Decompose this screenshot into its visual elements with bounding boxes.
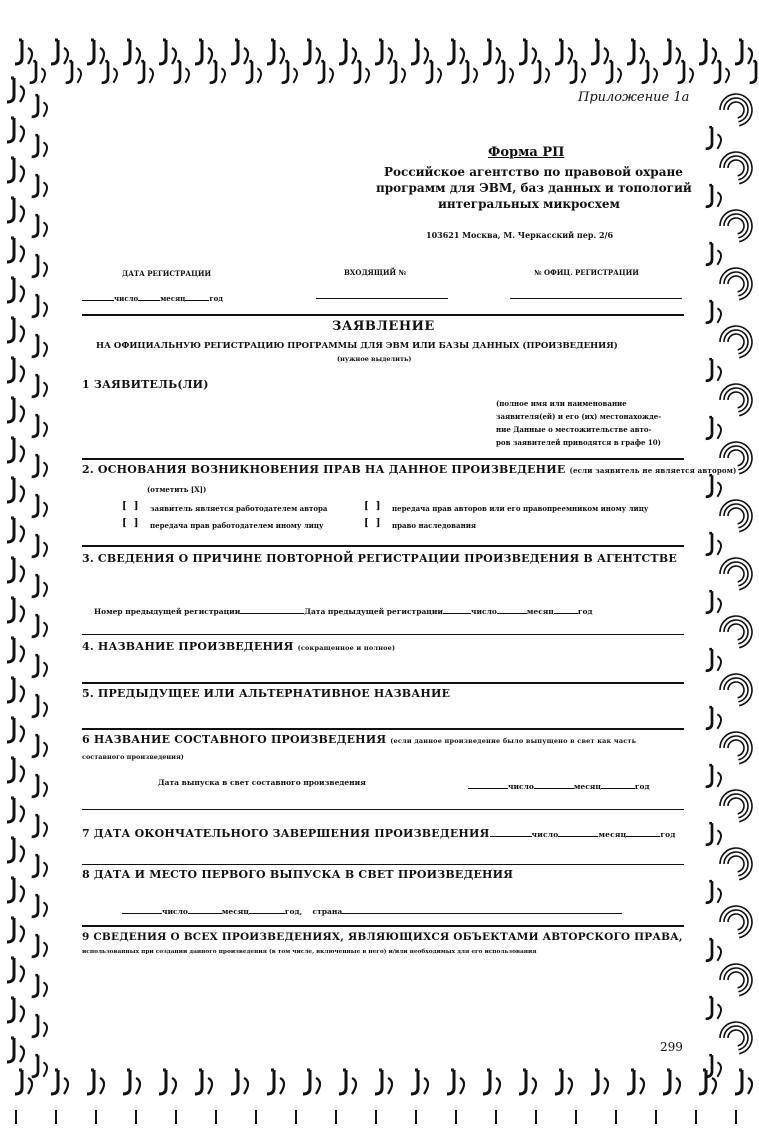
divider bbox=[82, 634, 684, 635]
section-4-title: 4. НАЗВАНИЕ ПРОИЗВЕДЕНИЯ (сокращенное и полное) bbox=[82, 640, 396, 653]
checkbox-inheritance[interactable]: [ ] bbox=[364, 518, 381, 529]
divider bbox=[82, 458, 684, 460]
form-subtitle-note: (нужное выделить) bbox=[337, 355, 412, 363]
option-inheritance: право наследования bbox=[392, 521, 477, 530]
form-code: Форма РП bbox=[488, 145, 565, 160]
appendix-label: Приложение 1а bbox=[578, 90, 690, 105]
section-7-title: 7 ДАТА ОКОНЧАТЕЛЬНОГО ЗАВЕРШЕНИЯ ПРОИЗВЕДЕНИЯ число месяц год bbox=[82, 827, 676, 840]
checkbox-employer-transfer[interactable]: [ ] bbox=[122, 518, 139, 529]
section-6-title: 6 НАЗВАНИЕ СОСТАВНОГО ПРОИЗВЕДЕНИЯ (если данное произведение было выпущено в свет как часть bbox=[82, 733, 637, 746]
agency-line-2: программ для ЭВМ, баз данных и топологий bbox=[376, 181, 692, 195]
section-2-title: 2. ОСНОВАНИЯ ВОЗНИКНОВЕНИЯ ПРАВ НА ДАННОЕ ПРОИЗВЕДЕНИЕ (если заявитель не является автором) bbox=[82, 463, 737, 476]
official-number-field[interactable] bbox=[510, 290, 682, 299]
option-employer-transfer: передача прав работодателем иному лицу bbox=[150, 521, 324, 530]
section-8-title: 8 ДАТА И МЕСТО ПЕРВОГО ВЫПУСКА В СВЕТ ПРОИЗВЕДЕНИЯ bbox=[82, 868, 514, 881]
checkbox-author-transfer[interactable]: [ ] bbox=[364, 501, 381, 512]
official-registration-label: № ОФИЦ. РЕГИСТРАЦИИ bbox=[534, 268, 639, 277]
divider bbox=[82, 682, 684, 684]
section-2-title-note: (если заявитель не является автором) bbox=[569, 466, 737, 475]
agency-address: 103621 Москва, М. Черкасский пер. 2/6 bbox=[426, 230, 614, 240]
form-subtitle: НА ОФИЦИАЛЬНУЮ РЕГИСТРАЦИЮ ПРОГРАММЫ ДЛЯ ЭВМ ИЛИ БАЗЫ ДАННЫХ (ПРОИЗВЕДЕНИЯ) bbox=[96, 341, 618, 351]
section-1-note-4: ров заявителей приводятся в графе 10) bbox=[496, 438, 661, 447]
divider bbox=[82, 728, 684, 730]
section-6-note-1: (если данное произведение было выпущено в свет как часть bbox=[390, 737, 637, 745]
divider bbox=[82, 864, 684, 865]
option-employer: заявитель является работодателем автора bbox=[150, 504, 328, 513]
section-3-title: 3. СВЕДЕНИЯ О ПРИЧИНЕ ПОВТОРНОЙ РЕГИСТРАЦИИ ПРОИЗВЕДЕНИЯ В АГЕНТСТВЕ bbox=[82, 552, 677, 565]
section-8-fields: число месяц год, страна bbox=[122, 903, 622, 916]
option-author-transfer: передача прав авторов или его правопреемником иному лицу bbox=[392, 504, 649, 513]
section-1-note-1: (полное имя или наименование bbox=[496, 399, 627, 408]
form-title: ЗАЯВЛЕНИЕ bbox=[332, 319, 435, 334]
section-6-release-label: Дата выпуска в свет составного произведения bbox=[158, 778, 366, 787]
incoming-number-field[interactable] bbox=[316, 290, 448, 299]
divider bbox=[82, 925, 684, 927]
section-1-title: 1 ЗАЯВИТЕЛЬ(ЛИ) bbox=[82, 378, 209, 391]
section-5-title: 5. ПРЕДЫДУЩЕЕ ИЛИ АЛЬТЕРНАТИВНОЕ НАЗВАНИЕ bbox=[82, 687, 451, 700]
section-2-mark-note: (отметить [X]) bbox=[147, 485, 207, 494]
section-9-note: использованных при создании данного произведения (в том числе, включенные в него) и/или необходимых для его использования bbox=[82, 949, 537, 955]
registration-date-fields: число месяц год bbox=[82, 290, 223, 303]
form-sheet bbox=[50, 88, 737, 1063]
divider bbox=[82, 545, 684, 547]
page-number: 299 bbox=[660, 1040, 683, 1054]
incoming-number-label: ВХОДЯЩИЙ № bbox=[344, 268, 407, 277]
section-6-date-fields: число месяц год bbox=[468, 778, 649, 791]
section-1-note-2: заявителя(ей) и его (их) местонахожде- bbox=[496, 412, 662, 421]
section-3-fields: Номер предыдущей регистрации Дата предыдущей регистрации число месяц год bbox=[94, 603, 592, 616]
divider bbox=[82, 809, 684, 810]
agency-line-1: Российское агентство по правовой охране bbox=[384, 165, 683, 179]
section-9-title: 9 СВЕДЕНИЯ О ВСЕХ ПРОИЗВЕДЕНИЯХ, ЯВЛЯЮЩИХСЯ ОБЪЕКТАМИ АВТОРСКОГО ПРАВА, bbox=[82, 931, 683, 943]
date-registration-label: ДАТА РЕГИСТРАЦИИ bbox=[122, 269, 212, 278]
divider bbox=[82, 314, 684, 316]
section-1-note-3: ние Данные о местожительстве авто- bbox=[496, 425, 652, 434]
checkbox-employer[interactable]: [ ] bbox=[122, 501, 139, 512]
agency-line-3: интегральных микросхем bbox=[438, 197, 620, 211]
section-4-note: (сокращенное и полное) bbox=[297, 644, 396, 652]
section-6-note-2: составного произведения) bbox=[82, 753, 184, 761]
